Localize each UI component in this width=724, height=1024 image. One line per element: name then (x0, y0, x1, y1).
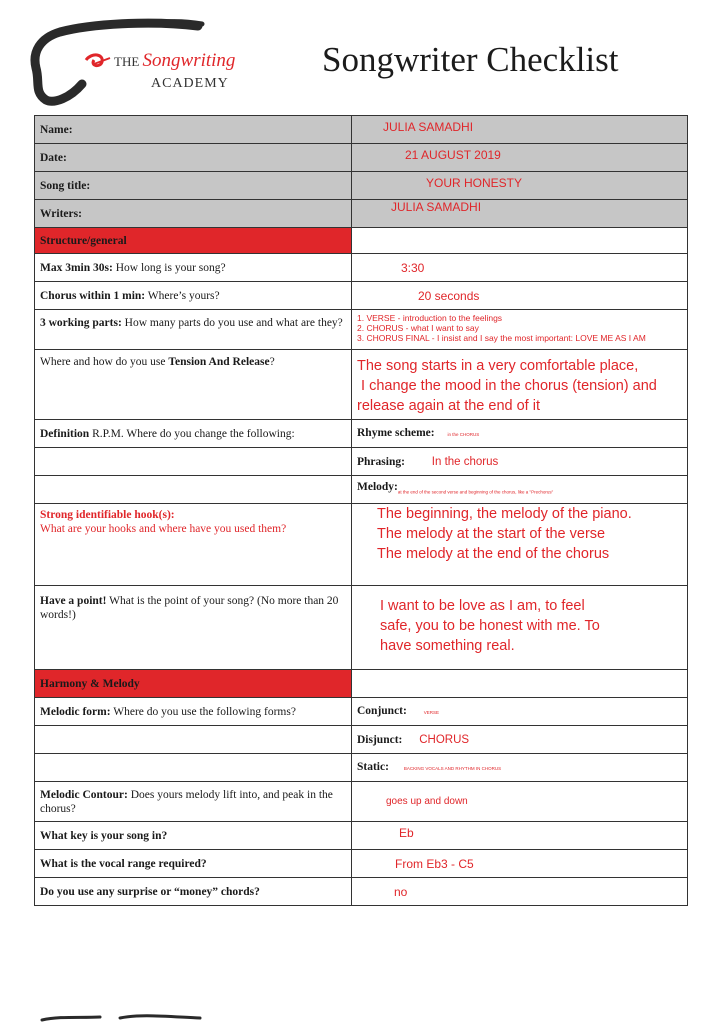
harmony-section-header: Harmony & Melody (35, 670, 352, 698)
max-length-cell (352, 254, 688, 282)
point-question (35, 586, 352, 670)
parts-row (35, 310, 688, 350)
checklist-table (34, 115, 688, 906)
writers-row (35, 200, 688, 228)
chorus-text: Where’s yours? (145, 289, 220, 302)
range-answer: From Eb3 - C5 (395, 856, 474, 871)
key-label: What key is your song in? (40, 829, 168, 842)
max-length-answer: 3:30 (401, 260, 425, 275)
chorus-answer: 20 seconds (418, 288, 480, 303)
point-answer-2: safe, you to be honest with me. To (380, 618, 600, 634)
parts-answer-3: 3. CHORUS FINAL - I insist and I say the most important: LOVE ME AS I AM (357, 333, 646, 343)
melody-cell (352, 476, 688, 504)
structure-section-empty (352, 228, 688, 254)
key-row (35, 822, 688, 850)
chorus-question (35, 282, 352, 310)
key-cell (352, 822, 688, 850)
tension-suffix: ? (269, 356, 275, 368)
range-question (35, 850, 352, 878)
chorus-cell (352, 282, 688, 310)
phrasing-left-empty (35, 448, 352, 476)
point-answer-3: have something real. (380, 638, 515, 654)
point-row (35, 586, 688, 670)
name-answer (352, 116, 688, 144)
money-label: Do you use any surprise or “money” chords? (40, 885, 260, 898)
static-left-empty (35, 754, 352, 782)
harmony-section-empty (352, 670, 688, 698)
rhyme-row (35, 420, 688, 448)
max-length-row (35, 254, 688, 282)
rhyme-label: Rhyme scheme: (357, 426, 435, 439)
hook-answer-1: The beginning, the melody of the piano. (377, 506, 632, 522)
name-value: JULIA SAMADHI (383, 120, 474, 134)
contour-question (35, 782, 352, 822)
hook-text: What are your hooks and where have you used them? (40, 523, 287, 535)
page-title: Songwriter Checklist (322, 40, 619, 79)
writers-label: Writers: (35, 200, 352, 228)
parts-cell (352, 310, 688, 350)
parts-answer-1: 1. VERSE - introduction to the feelings (357, 313, 503, 323)
contour-cell (352, 782, 688, 822)
writers-answer (352, 200, 688, 228)
tension-answer-1: The song starts in a very comfortable place, (357, 358, 639, 374)
hook-answer-3: The melody at the end of the chorus (377, 546, 610, 562)
conjunct-label: Conjunct: (357, 704, 407, 717)
rhyme-cell (352, 420, 688, 448)
hook-cell (352, 504, 688, 586)
max-length-question (35, 254, 352, 282)
tension-answer-2: I change the mood in the chorus (tension) and (357, 378, 657, 394)
money-answer: no (394, 884, 408, 899)
chorus-label: Chorus within 1 min: (40, 289, 146, 302)
song-title-answer (352, 172, 688, 200)
max-length-label: Max 3min 30s: (40, 261, 113, 274)
parts-question (35, 310, 352, 350)
logo-wordmark-line1 (114, 50, 235, 72)
phrasing-label: Phrasing: (357, 455, 405, 468)
song-title-value: YOUR HONESTY (426, 176, 523, 190)
tension-label: Tension And Release (168, 356, 270, 368)
rpm-label: Definition (40, 427, 90, 440)
max-length-text: How long is your song? (112, 261, 226, 274)
date-label: Date: (35, 144, 352, 172)
money-row (35, 878, 688, 906)
range-row (35, 850, 688, 878)
logo-script: Songwriting (142, 50, 236, 71)
harmony-section-row (35, 670, 688, 698)
disjunct-cell (352, 726, 688, 754)
conjunct-answer: VERSE (423, 709, 439, 715)
disjunct-left-empty (35, 726, 352, 754)
rpm-text: R.P.M. Where do you change the following: (89, 427, 295, 440)
money-question (35, 878, 352, 906)
rhyme-answer: in the CHORUS (447, 431, 480, 437)
logo-wordmark-line2: ACADEMY (151, 76, 229, 91)
chorus-row (35, 282, 688, 310)
rpm-question (35, 420, 352, 448)
hook-answer-2: The melody at the start of the verse (377, 526, 606, 542)
conjunct-cell (352, 698, 688, 726)
date-value: 21 AUGUST 2019 (405, 148, 501, 162)
point-cell (352, 586, 688, 670)
static-row (35, 754, 688, 782)
disjunct-row (35, 726, 688, 754)
range-cell (352, 850, 688, 878)
hook-row (35, 504, 688, 586)
tension-question (35, 350, 352, 420)
hook-question (35, 504, 352, 586)
conjunct-row (35, 698, 688, 726)
point-label: Have a point! (40, 595, 107, 607)
date-row (35, 144, 688, 172)
parts-answer-2: 2. CHORUS - what I want to say (357, 323, 479, 333)
disjunct-answer: CHORUS (419, 733, 470, 746)
melody-label: Melody: (357, 480, 398, 493)
tension-row (35, 350, 688, 420)
song-title-label: Song title: (35, 172, 352, 200)
parts-label: 3 working parts: (40, 317, 122, 329)
static-cell (352, 754, 688, 782)
song-title-row (35, 172, 688, 200)
key-answer: Eb (399, 825, 414, 840)
phrasing-answer: In the chorus (431, 455, 499, 468)
structure-section-row (35, 228, 688, 254)
name-label: Name: (35, 116, 352, 144)
contour-text: Does yours melody lift into, and peak in the chorus? (40, 788, 333, 815)
point-text: What is the point of your song? (No more than 20 words!) (40, 595, 339, 621)
static-answer: BACKING VOCALS AND RHYTHM IN CHORUS (403, 765, 502, 771)
melodic-form-label: Melodic form: (40, 705, 111, 718)
logo-prefix: THE (114, 54, 140, 69)
tension-answer-3: release again at the end of it (357, 398, 540, 414)
melodic-form-text: Where do you use the following forms? (110, 705, 296, 718)
parts-text: How many parts do you use and what are they? (121, 317, 343, 329)
contour-row (35, 782, 688, 822)
key-question (35, 822, 352, 850)
disjunct-label: Disjunct: (357, 733, 403, 746)
melody-row (35, 476, 688, 504)
structure-section-header: Structure/general (35, 228, 352, 254)
phrasing-cell (352, 448, 688, 476)
melody-left-empty (35, 476, 352, 504)
hook-title: Strong identifiable hook(s): (40, 509, 175, 521)
tension-prefix: Where and how do you use (40, 356, 169, 368)
melodic-form-question (35, 698, 352, 726)
static-label: Static: (357, 760, 389, 773)
range-label: What is the vocal range required? (40, 857, 207, 870)
contour-answer: goes up and down (386, 795, 468, 807)
melody-answer: at the end of the second verse and beginning of the chorus, like a "Prechorus" (397, 489, 554, 495)
writers-value: JULIA SAMADHI (391, 200, 482, 214)
contour-label: Melodic Contour: (40, 788, 128, 801)
date-answer (352, 144, 688, 172)
phrasing-row (35, 448, 688, 476)
tension-cell (352, 350, 688, 420)
point-answer-1: I want to be love as I am, to feel (380, 598, 585, 614)
academy-logo (30, 18, 240, 110)
name-row (35, 116, 688, 144)
footer-brush-stroke (40, 1012, 210, 1022)
money-cell (352, 878, 688, 906)
